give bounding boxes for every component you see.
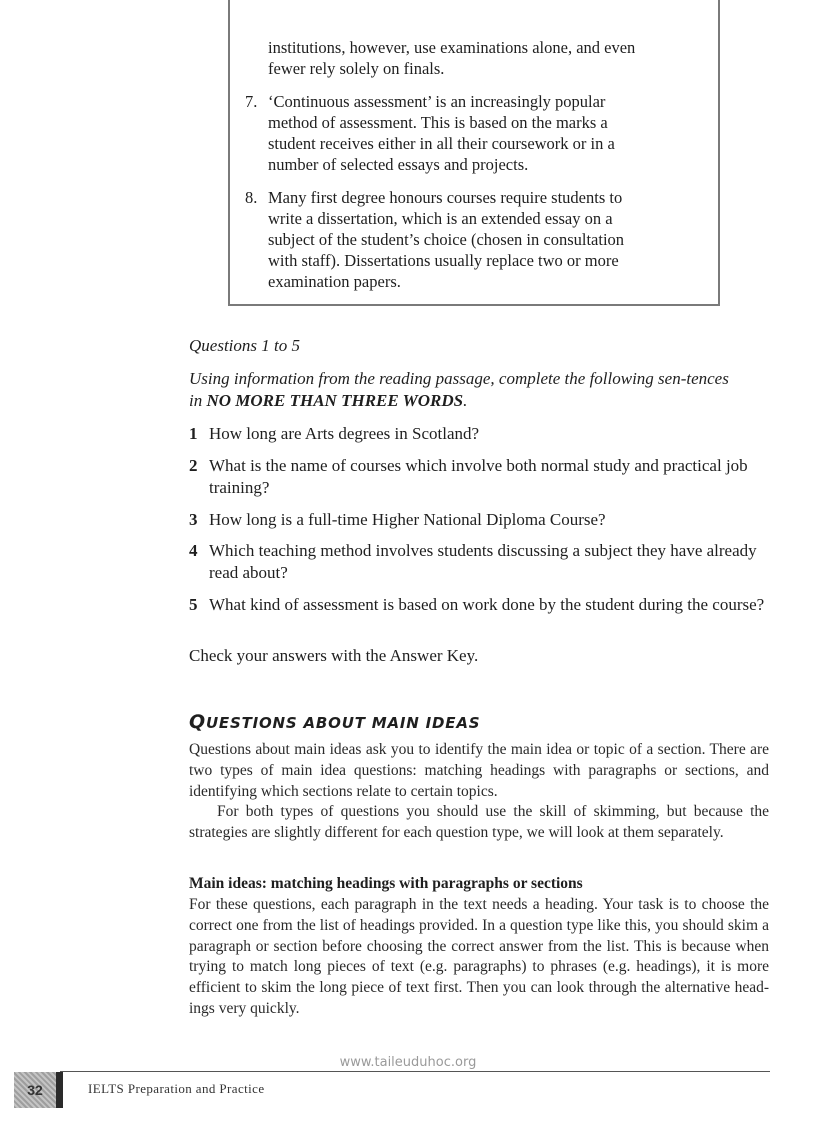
page-number: 32 (14, 1072, 56, 1108)
main-ideas-paragraph-2: For both types of questions you should use the skill of skimming, but because the strategies are slightly different for each question type, we will look at them separately. (189, 803, 769, 841)
box-item-8-line-2: write a dissertation, which is an extended essay on a (268, 209, 613, 228)
instruction-text: Using information from the reading passage, complete the following sen-tences in (189, 369, 729, 410)
box-item-7-line-3: student receives either in all their coursework or in a (268, 134, 615, 153)
question-text: What kind of assessment is based on work done by the student during the course? (209, 595, 765, 614)
box-item-8-line-5: examination papers. (268, 272, 401, 291)
box-item-7-number: 7. (245, 92, 258, 111)
box-intro-line-2: fewer rely solely on finals. (268, 59, 445, 78)
box-item-8-number: 8. (245, 188, 258, 207)
question-5 (189, 594, 777, 616)
check-answers-note: Check your answers with the Answer Key. (189, 646, 479, 665)
section-title-initial: Q (189, 711, 206, 733)
question-number: 2 (189, 456, 198, 475)
matching-headings-paragraph: For these questions, each paragraph in the text needs a heading. Your task is to choose the correct one from the list of headings provided. In a question type like this, you should skim a paragraph or section before choosing the correct answer from the list. This is because when trying to match long pieces of text (e.g. paragraphs) to phrases (e.g. headings), it is more efficient to skim the long piece of text first. Then you can look through the alternative head-ings very quickly. (189, 896, 769, 1017)
instruction-end: . (463, 390, 468, 410)
question-number: 3 (189, 510, 198, 529)
subsection-heading: Main ideas: matching headings with paragraphs or sections (189, 875, 583, 892)
box-item-7-line-1: ‘Continuous assessment’ is an increasingly popular (268, 92, 606, 111)
box-item-8-line-3: subject of the student’s choice (chosen in consultation (268, 230, 625, 249)
box-item-7-line-2: method of assessment. This is based on the marks a (268, 113, 608, 132)
question-number: 5 (189, 595, 198, 614)
question-text: Which teaching method involves students discussing a subject they have already read about? (209, 541, 757, 582)
question-number: 4 (189, 541, 198, 560)
question-number: 1 (189, 424, 198, 443)
instruction-word-limit: NO MORE THAN THREE WORDS (206, 390, 464, 410)
question-3 (189, 509, 749, 531)
question-text: What is the name of courses which involve both normal study and practical job training? (209, 456, 748, 497)
question-text: How long are Arts degrees in Scotland? (209, 424, 480, 443)
questions-instruction (189, 368, 737, 411)
box-item-8-line-1: Many first degree honours courses require students to (268, 188, 623, 207)
footer-divider (60, 1071, 770, 1072)
question-1 (189, 423, 749, 445)
main-ideas-paragraph-1: Questions about main ideas ask you to identify the main idea or topic of a section. There are two types of main idea questions: matching headings with paragraphs or sections, and identifying which sections relate to certain topics. (189, 741, 769, 800)
watermark: www.taileuduhoc.org (339, 1055, 477, 1070)
box-item-8-line-4: with staff). Dissertations usually replace two or more (268, 251, 619, 270)
box-item-7-line-4: number of selected essays and projects. (268, 155, 529, 174)
questions-heading: Questions 1 to 5 (189, 336, 300, 355)
box-intro-line-1: institutions, however, use examinations alone, and even (268, 38, 636, 57)
section-title (189, 711, 480, 733)
question-2 (189, 455, 749, 498)
section-title-rest: UESTIONS ABOUT MAIN IDEAS (205, 714, 481, 732)
footer-book-title: IELTS Preparation and Practice (88, 1081, 265, 1096)
question-text: How long is a full-time Higher National Diploma Course? (209, 510, 606, 529)
page-number-bar (56, 1072, 63, 1108)
question-4 (189, 540, 757, 583)
